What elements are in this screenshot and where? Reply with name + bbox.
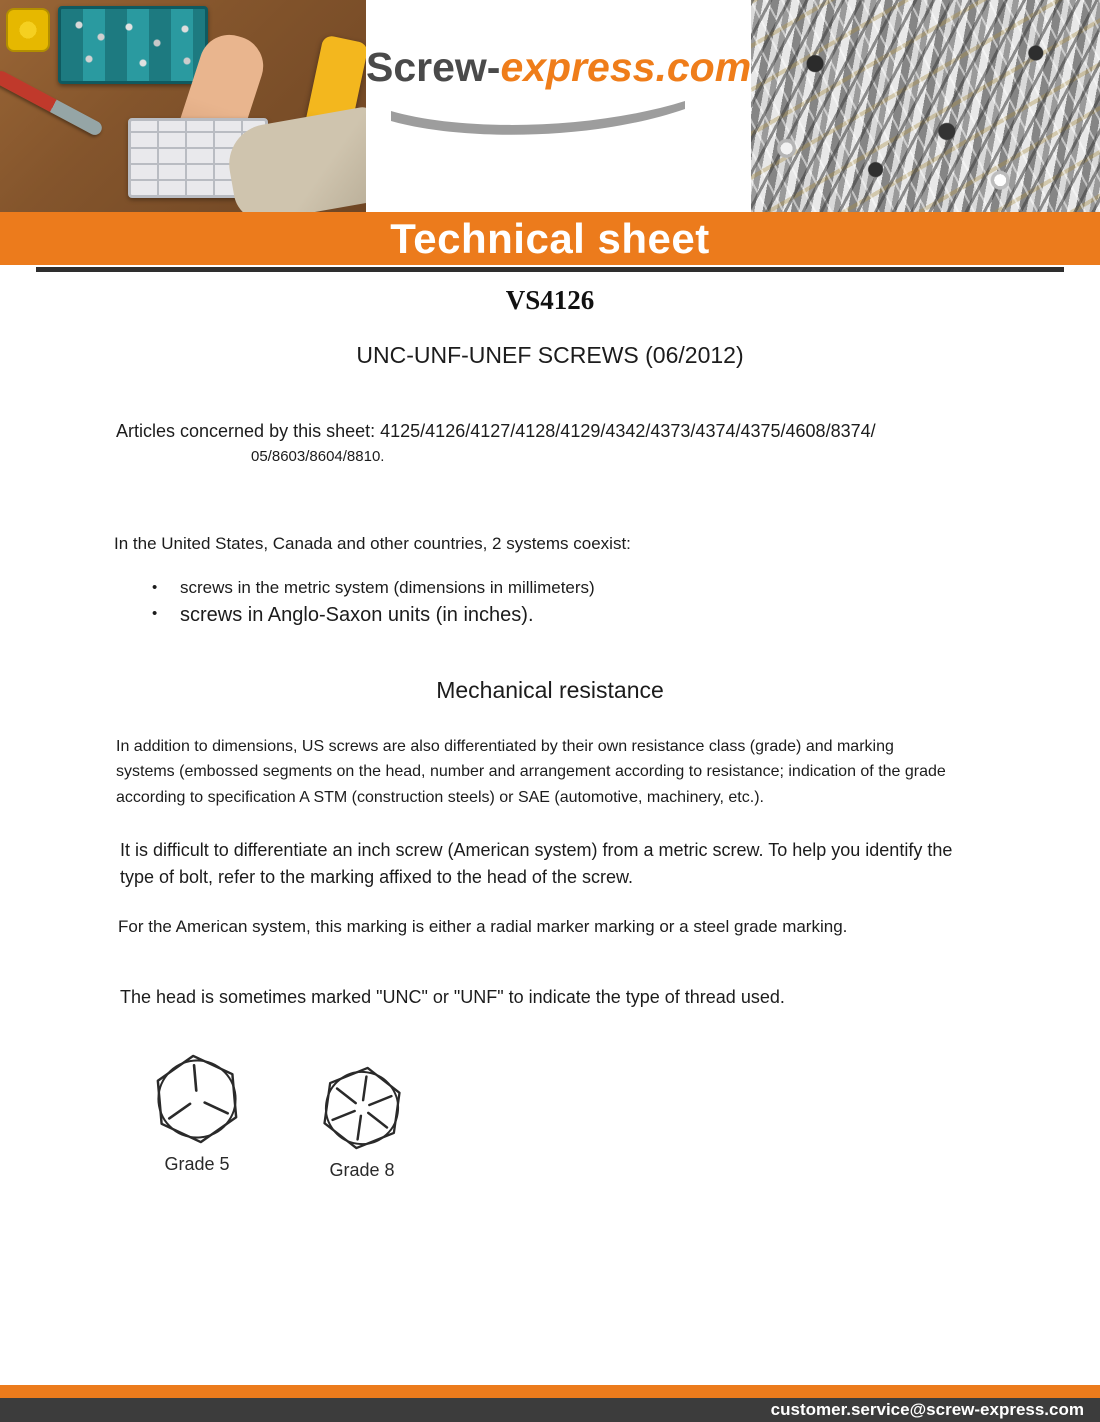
document-reference: VS4126 xyxy=(505,285,595,315)
page-header xyxy=(0,0,1100,212)
page-footer xyxy=(0,1385,1100,1422)
list-item: • screws in the metric system (dimensions in millimeters) xyxy=(152,578,1100,598)
logo-swoosh-graphic xyxy=(389,97,689,139)
articles-line2: 05/8603/8604/8810. xyxy=(251,448,385,466)
grade-label: Grade 5 xyxy=(164,1154,230,1175)
document-title: UNC-UNF-UNEF SCREWS (06/2012) xyxy=(356,342,744,368)
grade-5-figure xyxy=(150,1052,244,1175)
grade-label: Grade 8 xyxy=(329,1160,395,1181)
marking-paragraph: For the American system, this marking is either a radial marker marking or a steel grade marking. xyxy=(118,917,848,937)
resistance-paragraph: In addition to dimensions, US screws are also differentiated by their own resistance class (grade) and marking systems (embossed segments on the head, number and arrangement according to resistance; indication of the grade according to specification A STM (construction steels) or SAE (automotive, machinery, etc.). xyxy=(116,737,946,807)
articles-paragraph xyxy=(116,419,980,468)
banner-title: Technical sheet xyxy=(390,214,710,262)
head-marking-paragraph: The head is sometimes marked "UNC" or "UNF" to indicate the type of thread used. xyxy=(120,987,785,1008)
footer-orange-strip xyxy=(0,1385,1100,1398)
grade-8-figure xyxy=(318,1064,406,1181)
screws-photo xyxy=(751,0,1100,212)
logo-text-secondary: express.com xyxy=(500,43,752,90)
differentiate-paragraph: It is difficult to differentiate an inch screw (American system) from a metric screw. To help you identify the type of bolt, refer to the marking affixed to the head of the screw. xyxy=(120,840,953,888)
banner xyxy=(0,212,1100,265)
systems-list xyxy=(152,578,1100,627)
intro-paragraph: In the United States, Canada and other countries, 2 systems coexist: xyxy=(114,533,631,553)
screw-tray-image xyxy=(58,6,208,84)
list-item: • screws in Anglo-Saxon units (in inches). xyxy=(152,604,1100,627)
customer-service-email: customer.service@screw-express.com xyxy=(770,1400,1084,1419)
divider-rule xyxy=(36,267,1064,272)
brand-logo xyxy=(366,44,751,91)
logo-zone xyxy=(366,0,751,212)
articles-line1: Articles concerned by this sheet: 4125/4126/4127/4128/4129/4342/4373/4374/4375/4608/8374/ xyxy=(116,421,876,441)
workbench-photo xyxy=(0,0,366,212)
logo-text-primary: Screw- xyxy=(366,43,501,90)
tape-measure-image xyxy=(6,8,50,52)
section-heading: Mechanical resistance xyxy=(436,676,664,703)
grade-5-hex-diagram xyxy=(146,1048,248,1150)
footer-dark-bar xyxy=(0,1398,1100,1422)
grade-8-hex-diagram xyxy=(312,1059,411,1158)
grade-figures xyxy=(150,1052,1100,1181)
